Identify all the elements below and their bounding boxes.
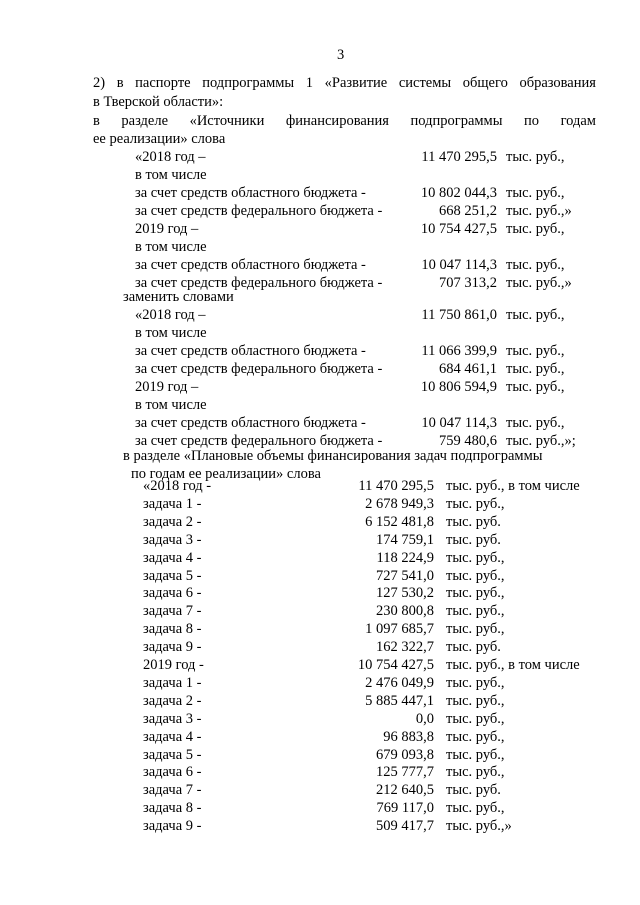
row-label: за счет средств областного бюджета - <box>135 415 366 431</box>
header-line-2: в Тверской области»: <box>93 94 224 110</box>
row-value: 11 066 399,9 <box>421 343 497 359</box>
amount-row <box>0 361 640 378</box>
row-unit: тыс. руб.,» <box>506 275 572 291</box>
amount-row <box>0 711 640 728</box>
row-value: 707 313,2 <box>439 275 497 291</box>
row-unit: тыс. руб., <box>446 800 505 817</box>
amount-row <box>0 657 640 674</box>
row-label: задача 4 - <box>143 728 202 745</box>
row-unit: тыс. руб., <box>506 379 565 395</box>
row-value: 0,0 <box>415 710 434 727</box>
amount-row <box>0 747 640 764</box>
row-label: в том числе <box>135 325 207 341</box>
header-word: по <box>524 113 540 129</box>
header-word: системы <box>398 75 452 91</box>
amount-row <box>0 585 640 602</box>
amount-row <box>0 639 640 656</box>
row-label: задача 3 - <box>143 710 202 727</box>
row-value: 11 470 295,5 <box>421 149 497 165</box>
row-value: 96 883,8 <box>383 728 434 745</box>
amount-row <box>0 675 640 692</box>
row-unit: тыс. руб.,» <box>446 818 512 835</box>
row-value: 509 417,7 <box>376 818 434 835</box>
header-word: 1 <box>305 75 314 91</box>
header-word: «Источники <box>189 113 265 129</box>
amount-row <box>0 149 640 166</box>
row-label: задача 2 - <box>143 692 202 709</box>
row-label: задача 9 - <box>143 639 202 656</box>
row-value: 2 678 949,3 <box>365 495 434 512</box>
row-label: задача 5 - <box>143 746 202 763</box>
amount-row <box>0 239 640 256</box>
row-unit: тыс. руб., <box>446 728 505 745</box>
row-unit: тыс. руб. <box>446 782 501 799</box>
row-value: 230 800,8 <box>376 603 434 620</box>
row-value: 2 476 049,9 <box>365 674 434 691</box>
amount-row <box>0 764 640 781</box>
row-value: 212 640,5 <box>376 782 434 799</box>
row-label: задача 8 - <box>143 621 202 638</box>
amount-row <box>0 203 640 220</box>
header-word: паспорте <box>135 75 191 91</box>
header-word: разделе <box>121 113 169 129</box>
header-word: подпрограммы <box>410 113 503 129</box>
row-unit: тыс. руб. <box>446 531 501 548</box>
row-label: за счет средств областного бюджета - <box>135 257 366 273</box>
row-value: 11 470 295,5 <box>358 478 434 494</box>
row-unit: тыс. руб., <box>446 585 505 602</box>
amount-row <box>0 307 640 324</box>
row-unit: тыс. руб., <box>506 221 565 237</box>
row-value: 684 461,1 <box>439 361 497 377</box>
page-number: 3 <box>337 47 345 63</box>
row-unit: тыс. руб., <box>506 343 565 359</box>
row-value: 6 152 481,8 <box>365 513 434 530</box>
row-label: 2019 год - <box>143 657 204 673</box>
row-label: в том числе <box>135 397 207 413</box>
row-value: 759 480,6 <box>439 433 497 449</box>
amount-row <box>0 379 640 396</box>
row-unit: тыс. руб., <box>506 307 565 323</box>
row-unit: тыс. руб. <box>446 639 501 656</box>
amount-row <box>0 496 640 513</box>
row-label: за счет средств областного бюджета - <box>135 185 366 201</box>
row-unit: тыс. руб., <box>446 692 505 709</box>
row-label: за счет средств областного бюджета - <box>135 343 366 359</box>
row-label: за счет средств федерального бюджета - <box>135 361 383 377</box>
amount-row <box>0 603 640 620</box>
header-word: общего <box>462 75 508 91</box>
header-word: финансирования <box>285 113 389 129</box>
row-value: 10 047 114,3 <box>421 415 497 431</box>
amount-row <box>0 818 640 835</box>
header-word: образования <box>519 75 596 91</box>
amount-row <box>0 257 640 274</box>
row-unit: тыс. руб., в том числе <box>446 478 580 494</box>
row-unit: тыс. руб.,»; <box>506 433 576 449</box>
row-unit: тыс. руб.,» <box>506 203 572 219</box>
row-value: 5 885 447,1 <box>365 692 434 709</box>
row-unit: тыс. руб., <box>446 710 505 727</box>
amount-row <box>0 782 640 799</box>
row-unit: тыс. руб. <box>446 513 501 530</box>
section2-line-2: по годам ее реализации» слова <box>131 466 321 482</box>
row-unit: тыс. руб., в том числе <box>446 657 580 673</box>
row-value: 668 251,2 <box>439 203 497 219</box>
amount-row <box>0 415 640 432</box>
amount-row <box>0 185 640 202</box>
amount-row <box>0 568 640 585</box>
amount-row <box>0 729 640 746</box>
amount-row <box>0 221 640 238</box>
amount-row <box>0 532 640 549</box>
row-label: в том числе <box>135 239 207 255</box>
row-value: 10 802 044,3 <box>420 185 497 201</box>
row-label: 2019 год – <box>135 221 199 237</box>
row-value: 769 117,0 <box>376 800 434 817</box>
row-unit: тыс. руб., <box>506 361 565 377</box>
row-unit: тыс. руб., <box>446 764 505 781</box>
row-value: 162 322,7 <box>376 639 434 656</box>
amount-row <box>0 325 640 342</box>
header-line-3 <box>93 113 596 130</box>
row-label: «2018 год – <box>135 307 206 323</box>
amount-row <box>0 800 640 817</box>
row-label: задача 9 - <box>143 818 202 835</box>
row-label: задача 7 - <box>143 782 202 799</box>
row-label: за счет средств федерального бюджета - <box>135 203 383 219</box>
row-label: в том числе <box>135 167 207 183</box>
section2-line-1: в разделе «Плановые объемы финансирования задач подпрограммы <box>123 448 543 464</box>
row-unit: тыс. руб., <box>506 185 565 201</box>
amount-row <box>0 397 640 414</box>
row-value: 10 754 427,5 <box>420 221 497 237</box>
row-value: 727 541,0 <box>376 567 434 584</box>
row-unit: тыс. руб., <box>446 746 505 763</box>
row-label: «2018 год - <box>143 478 212 494</box>
row-label: задача 1 - <box>143 674 202 691</box>
row-label: задача 6 - <box>143 585 202 602</box>
row-value: 127 530,2 <box>376 585 434 602</box>
row-value: 679 093,8 <box>376 746 434 763</box>
row-unit: тыс. руб., <box>506 257 565 273</box>
row-label: задача 7 - <box>143 603 202 620</box>
row-unit: тыс. руб., <box>506 415 565 431</box>
header-word: в <box>93 113 100 129</box>
header-word: подпрограммы <box>202 75 295 91</box>
row-value: 1 097 685,7 <box>365 621 434 638</box>
header-line-1 <box>93 75 596 92</box>
row-unit: тыс. руб., <box>446 674 505 691</box>
amount-row <box>0 693 640 710</box>
row-label: задача 3 - <box>143 531 202 548</box>
row-label: «2018 год – <box>135 149 206 165</box>
row-value: 118 224,9 <box>376 549 434 566</box>
row-label: задача 4 - <box>143 549 202 566</box>
row-value: 10 754 427,5 <box>357 657 434 673</box>
row-unit: тыс. руб., <box>446 567 505 584</box>
row-unit: тыс. руб., <box>506 149 565 165</box>
row-label: за счет средств федерального бюджета - <box>135 275 383 291</box>
header-word: в <box>116 75 124 91</box>
row-value: 11 750 861,0 <box>421 307 497 323</box>
amount-row <box>0 343 640 360</box>
row-label: задача 5 - <box>143 567 202 584</box>
row-unit: тыс. руб., <box>446 495 505 512</box>
amount-row <box>0 275 640 292</box>
amount-row <box>0 621 640 638</box>
row-unit: тыс. руб., <box>446 603 505 620</box>
row-label: 2019 год – <box>135 379 199 395</box>
row-unit: тыс. руб., <box>446 549 505 566</box>
amount-row <box>0 478 640 495</box>
row-value: 174 759,1 <box>376 531 434 548</box>
amount-row <box>0 550 640 567</box>
row-value: 10 047 114,3 <box>421 257 497 273</box>
replace-text: заменить словами <box>123 289 234 305</box>
row-label: задача 1 - <box>143 495 202 512</box>
row-label: за счет средств федерального бюджета - <box>135 433 383 449</box>
header-word: годам <box>560 113 596 129</box>
amount-row <box>0 167 640 184</box>
row-value: 10 806 594,9 <box>420 379 497 395</box>
row-label: задача 8 - <box>143 800 202 817</box>
row-unit: тыс. руб., <box>446 621 505 638</box>
row-label: задача 6 - <box>143 764 202 781</box>
header-line-4: ее реализации» слова <box>93 131 226 147</box>
header-word: «Развитие <box>324 75 388 91</box>
row-label: задача 2 - <box>143 513 202 530</box>
header-word: 2) <box>93 75 106 91</box>
row-value: 125 777,7 <box>376 764 434 781</box>
amount-row <box>0 514 640 531</box>
